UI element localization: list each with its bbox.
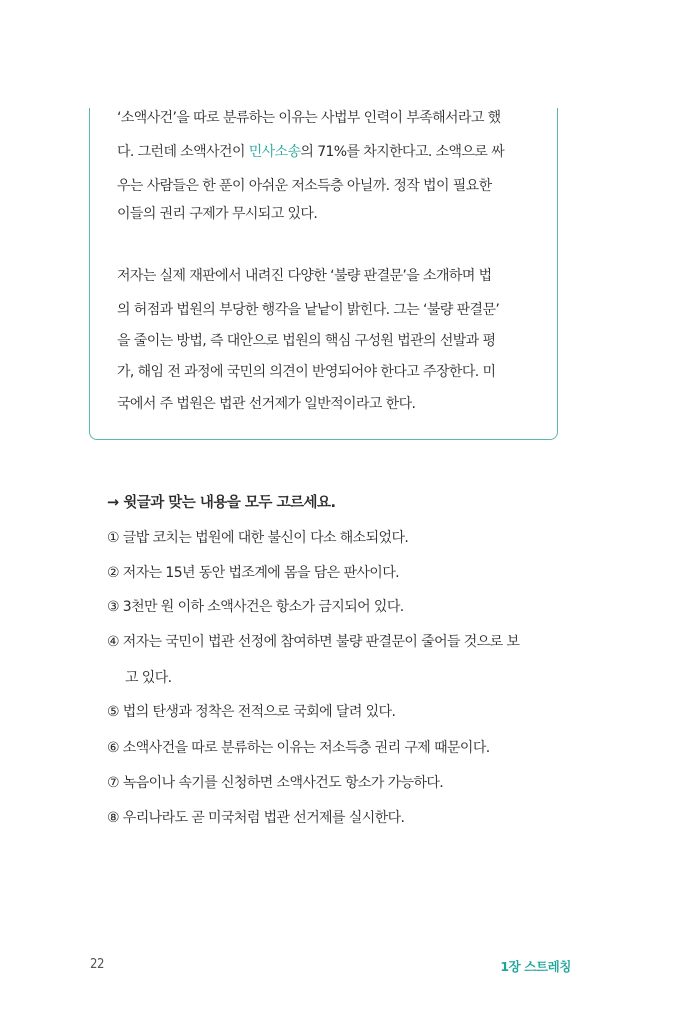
page-number: 22 bbox=[90, 957, 104, 972]
answer-option-8: ⑧ 우리나라도 곧 미국처럼 법관 선거제를 실시한다. bbox=[107, 810, 405, 826]
answer-option-6: ⑥ 소액사건을 따로 분류하는 이유는 저소득층 권리 구제 때문이다. bbox=[107, 740, 490, 756]
chapter-title: 1장 스트레칭 bbox=[500, 959, 571, 974]
passage-line: 의 허점과 법원의 부당한 행각을 낱낱이 밝힌다. 그는 ‘불량 판결문’ bbox=[117, 302, 500, 318]
answer-option-1: ① 글밥 코치는 법원에 대한 불신이 다소 해소되었다. bbox=[107, 530, 409, 546]
passage-line: 을 줄이는 방법, 즉 대안으로 법원의 핵심 구성원 법관의 선발과 평 bbox=[117, 333, 496, 349]
passage-line: 저자는 실제 재판에서 내려진 다양한 ‘불량 판결문’을 소개하며 법 bbox=[117, 268, 492, 284]
answer-option-3: ③ 3천만 원 이하 소액사건은 항소가 금지되어 있다. bbox=[107, 599, 404, 615]
passage-line: 가, 해임 전 과정에 국민의 의견이 반영되어야 한다고 주장한다. 미 bbox=[117, 364, 496, 380]
passage-line: ‘소액사건’을 따로 분류하는 이유는 사법부 인력이 부족해서라고 했 bbox=[117, 110, 501, 126]
passage-line: 국에서 주 법원은 법관 선거제가 일반적이라고 한다. bbox=[117, 396, 416, 412]
question-text: 윗글과 맞는 내용을 모두 고르세요. bbox=[123, 495, 336, 511]
answer-option-5: ⑤ 법의 탄생과 정착은 전적으로 국회에 달려 있다. bbox=[107, 704, 396, 720]
question-prompt bbox=[107, 491, 336, 512]
arrow-icon: → bbox=[107, 495, 119, 511]
passage-line: 우는 사람들은 한 푼이 아쉬운 저소득층 아닐까. 정작 법이 필요한 bbox=[117, 178, 492, 194]
passage-line: 이들의 권리 구제가 무시되고 있다. bbox=[117, 206, 318, 222]
answer-option-4-continued: 고 있다. bbox=[125, 670, 172, 686]
answer-option-2: ② 저자는 15년 동안 법조계에 몸을 담은 판사이다. bbox=[107, 565, 399, 581]
highlighted-term: 민사소송 bbox=[248, 144, 301, 160]
passage-line: 다. 그런데 소액사건이 민사소송의 71%를 차지한다고. 소액으로 싸 bbox=[117, 144, 505, 160]
answer-option-7: ⑦ 녹음이나 속기를 신청하면 소액사건도 항소가 가능하다. bbox=[107, 775, 444, 791]
answer-option-4: ④ 저자는 국민이 법관 선정에 참여하면 불량 판결문이 줄어들 것으로 보 bbox=[107, 634, 520, 650]
